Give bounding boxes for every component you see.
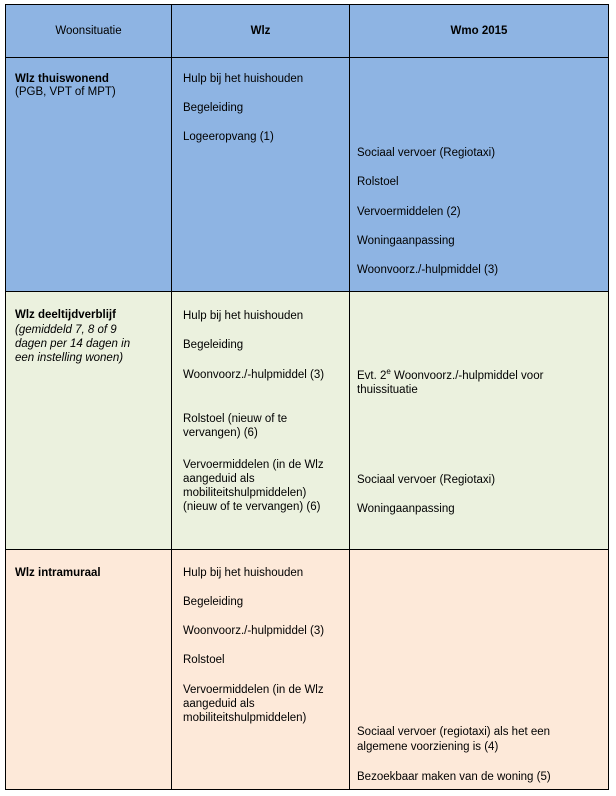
peach-section	[6, 549, 608, 789]
wlz-item: Rolstoel	[183, 654, 225, 666]
header-wmo: Wmo 2015	[450, 25, 508, 37]
woonsituatie-table	[5, 4, 609, 790]
wmo-item	[357, 369, 543, 383]
column-divider	[171, 5, 172, 789]
wmo-item: Woningaanpassing	[357, 235, 455, 247]
wlz-item: Woonvoorz./-hulpmiddel (3)	[183, 625, 325, 637]
wlz-item: mobiliteitshulpmiddelen)	[183, 712, 307, 724]
wlz-item: Rolstoel (nieuw of te	[183, 413, 288, 425]
row-subtitle-line: een instelling wonen)	[15, 352, 124, 364]
wlz-item: Begeleiding	[183, 102, 244, 114]
wmo-item: Sociaal vervoer (Regiotaxi)	[357, 474, 496, 486]
row-subtitle-thuiswonend: (PGB, VPT of MPT)	[15, 86, 116, 98]
wmo-item: Vervoermiddelen (2)	[357, 206, 461, 218]
wlz-item: Hulp bij het huishouden	[183, 73, 304, 85]
blue-section	[6, 5, 608, 291]
row-title-deeltijdverblijf: Wlz deeltijdverblijf	[15, 309, 116, 321]
wlz-item: aangeduid als	[183, 473, 255, 485]
wlz-item: Vervoermiddelen (in de Wlz	[183, 459, 324, 471]
wlz-item: vervangen) (6)	[183, 427, 258, 439]
wlz-item: Begeleiding	[183, 339, 244, 351]
wmo-item: Woonvoorz./-hulpmiddel (3)	[357, 264, 499, 276]
row-title-intramuraal: Wlz intramuraal	[15, 567, 101, 579]
row-divider	[6, 549, 608, 550]
wlz-item: Logeeropvang (1)	[183, 131, 274, 143]
evt-superscript: e	[386, 367, 391, 377]
wmo-item: Sociaal vervoer (Regiotaxi)	[357, 147, 496, 159]
row-divider	[6, 291, 608, 292]
wlz-item: Woonvoorz./-hulpmiddel (3)	[183, 369, 325, 381]
wlz-item: mobiliteitshulpmiddelen)	[183, 487, 307, 499]
wlz-item: Hulp bij het huishouden	[183, 567, 304, 579]
wlz-item: Begeleiding	[183, 596, 244, 608]
wmo-item: Bezoekbaar maken van de woning (5)	[357, 771, 551, 783]
wmo-item: Woningaanpassing	[357, 503, 455, 515]
row-title-thuiswonend: Wlz thuiswonend	[15, 73, 109, 85]
evt-rest: Woonvoorz./-hulpmiddel voor	[390, 370, 544, 382]
wlz-item: (nieuw of te vervangen) (6)	[183, 501, 321, 513]
row-subtitle-line: dagen per 14 dagen in	[15, 338, 131, 350]
wlz-item: Hulp bij het huishouden	[183, 310, 304, 322]
wmo-item: algemene voorziening is (4)	[357, 741, 499, 753]
column-divider	[349, 5, 350, 789]
row-divider	[6, 57, 608, 58]
evt-prefix: Evt. 2	[357, 370, 387, 382]
wmo-item: Sociaal vervoer (regiotaxi) als het een	[357, 726, 551, 738]
wmo-item: thuissituatie	[357, 384, 418, 396]
row-subtitle-line: (gemiddeld 7, 8 of 9	[15, 324, 117, 336]
wlz-item: Vervoermiddelen (in de Wlz	[183, 684, 324, 696]
header-woonsituatie: Woonsituatie	[55, 25, 122, 37]
wlz-item: aangeduid als	[183, 698, 255, 710]
wmo-item: Rolstoel	[357, 176, 399, 188]
header-wlz: Wlz	[250, 25, 271, 37]
